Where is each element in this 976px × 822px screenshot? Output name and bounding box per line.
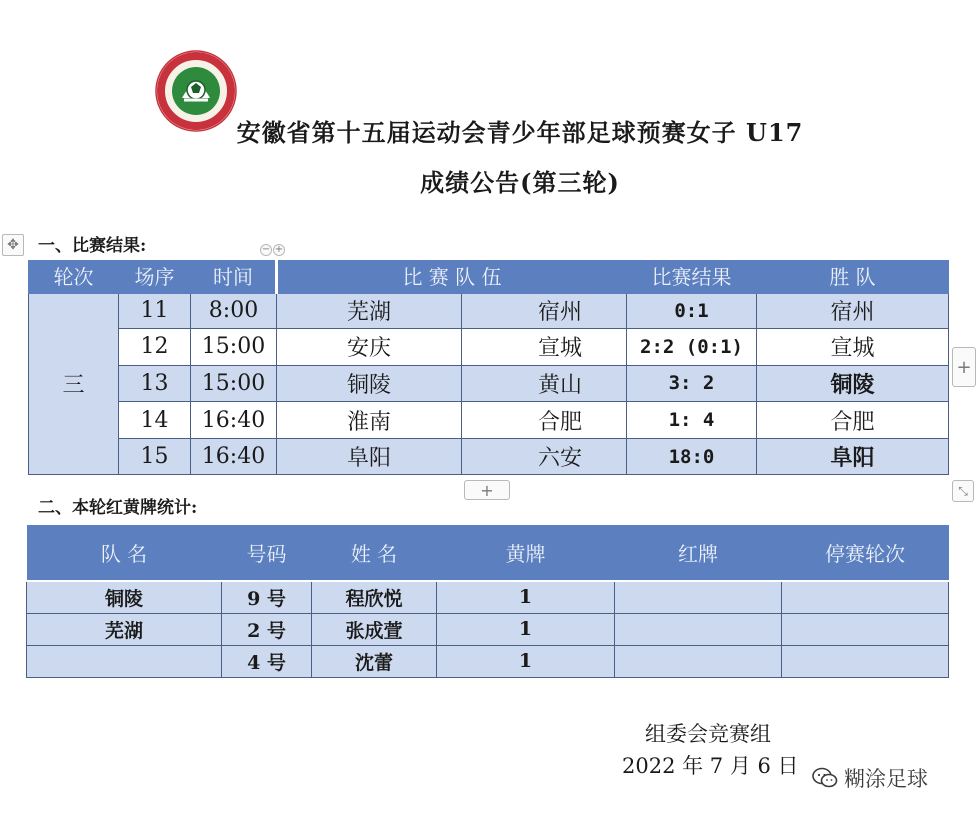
player-name-cell: 沈蕾	[312, 645, 437, 677]
team-b-cell: 合肥	[462, 402, 627, 439]
red-cell	[615, 645, 782, 677]
time-cell: 8:00	[191, 292, 277, 329]
time-cell: 16:40	[191, 402, 277, 439]
team-a-cell: 铜陵	[277, 365, 462, 402]
team-cell	[27, 645, 222, 677]
number-cell: 2 号	[222, 613, 312, 645]
suspension-cell	[782, 613, 949, 645]
yellow-cell: 1	[437, 613, 615, 645]
red-cell	[615, 581, 782, 613]
table-row	[29, 292, 949, 329]
watermark-text: 糊涂足球	[844, 767, 928, 791]
team-cell: 铜陵	[27, 581, 222, 613]
cards-header-row	[27, 525, 949, 581]
team-a-cell: 阜阳	[277, 438, 462, 475]
number-cell: 9 号	[222, 581, 312, 613]
number-cell: 4 号	[222, 645, 312, 677]
suspension-cell	[782, 645, 949, 677]
header-team: 队 名	[27, 525, 222, 581]
score-cell: 1: 4	[627, 402, 757, 439]
results-table	[28, 260, 949, 475]
plus-icon[interactable]: +	[952, 347, 976, 387]
section-results-heading: 一、比赛结果:	[38, 236, 147, 256]
header-number: 号码	[222, 525, 312, 581]
red-cell	[615, 613, 782, 645]
table-row	[29, 365, 949, 402]
header-red: 红牌	[615, 525, 782, 581]
team-a-cell: 淮南	[277, 402, 462, 439]
team-b-cell: 宣城	[462, 329, 627, 366]
organizer-signature: 组委会竞赛组	[645, 722, 771, 746]
team-cell: 芜湖	[27, 613, 222, 645]
table-row	[29, 329, 949, 366]
header-winner: 胜 队	[757, 260, 949, 292]
section-cards-heading: 二、本轮红黄牌统计:	[38, 498, 198, 518]
header-round: 轮次	[29, 260, 119, 292]
results-header-row	[29, 260, 949, 292]
match-no-cell: 11	[119, 292, 191, 329]
table-row	[27, 581, 949, 613]
score-cell: 2:2 (0:1)	[627, 329, 757, 366]
header-result: 比赛结果	[627, 260, 757, 292]
wechat-icon	[812, 767, 838, 789]
table-row	[27, 645, 949, 677]
team-b-cell: 宿州	[462, 292, 627, 329]
table-row	[29, 402, 949, 439]
player-name-cell: 张成萱	[312, 613, 437, 645]
header-suspension: 停赛轮次	[782, 525, 949, 581]
table-row	[27, 613, 949, 645]
resize-icon[interactable]: ⤡	[952, 480, 974, 502]
team-a-cell: 安庆	[277, 329, 462, 366]
score-cell: 0:1	[627, 292, 757, 329]
team-b-cell: 六安	[462, 438, 627, 475]
header-teams: 比 赛 队 伍	[277, 260, 627, 292]
round-cell: 三	[29, 292, 119, 475]
header-time: 时间	[191, 260, 277, 292]
plus-icon[interactable]: +	[274, 244, 284, 255]
watermark	[812, 763, 928, 793]
team-a-cell: 芜湖	[277, 292, 462, 329]
move-icon[interactable]: ✥	[2, 234, 24, 256]
score-cell: 18:0	[627, 438, 757, 475]
plus-icon[interactable]: +	[464, 480, 510, 500]
match-no-cell: 12	[119, 329, 191, 366]
match-no-cell: 14	[119, 402, 191, 439]
time-cell: 15:00	[191, 365, 277, 402]
suspension-cell	[782, 581, 949, 613]
announcement-date: 2022 年 7 月 6 日	[622, 754, 799, 778]
winner-cell: 铜陵	[757, 365, 949, 402]
match-no-cell: 13	[119, 365, 191, 402]
winner-cell: 合肥	[757, 402, 949, 439]
winner-cell: 宿州	[757, 292, 949, 329]
yellow-cell: 1	[437, 645, 615, 677]
table-row	[29, 438, 949, 475]
winner-cell: 阜阳	[757, 438, 949, 475]
winner-cell: 宣城	[757, 329, 949, 366]
cards-table	[26, 525, 949, 678]
header-yellow: 黄牌	[437, 525, 615, 581]
column-size-controls	[260, 244, 285, 256]
time-cell: 15:00	[191, 329, 277, 366]
title-line1: 安徽省第十五届运动会青少年部足球预赛女子 U17	[236, 118, 804, 147]
time-cell: 16:40	[191, 438, 277, 475]
score-cell: 3: 2	[627, 365, 757, 402]
yellow-cell: 1	[437, 581, 615, 613]
match-no-cell: 15	[119, 438, 191, 475]
title-line2: 成绩公告(第三轮)	[420, 168, 620, 197]
team-b-cell: 黄山	[462, 365, 627, 402]
minus-icon[interactable]: −	[261, 244, 271, 255]
header-name: 姓 名	[312, 525, 437, 581]
player-name-cell: 程欣悦	[312, 581, 437, 613]
header-match-no: 场序	[119, 260, 191, 292]
